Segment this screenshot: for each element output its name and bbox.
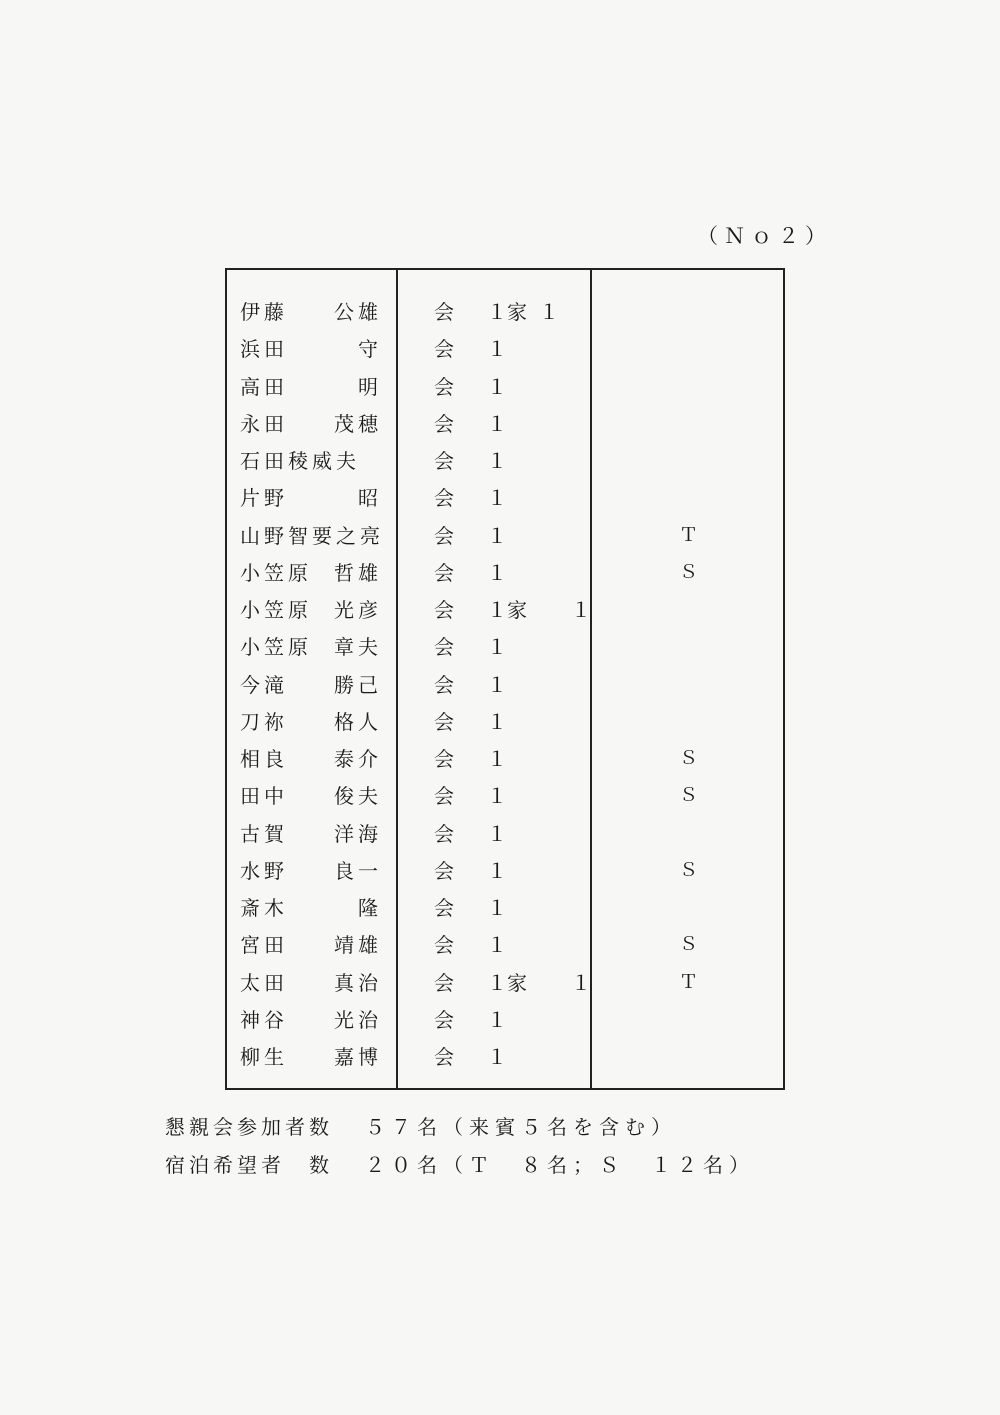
member-kai-mark: 会 xyxy=(434,970,454,995)
member-lodging-flag: Ｔ xyxy=(679,523,699,546)
member-family-count: 家 １ xyxy=(507,598,603,622)
member-kai-count: １ xyxy=(487,411,507,436)
member-row xyxy=(227,1035,783,1072)
member-surname: 浜田 xyxy=(240,337,288,362)
member-kai-count: １ xyxy=(487,709,507,734)
member-given-name: 昭 xyxy=(358,486,382,511)
member-kai-mark: 会 xyxy=(434,821,454,846)
member-kai-count: １ xyxy=(487,858,507,883)
member-given-name: 靖雄 xyxy=(334,933,382,958)
member-row xyxy=(227,998,783,1035)
member-lodging-flag: Ｔ xyxy=(679,970,699,993)
member-kai-mark: 会 xyxy=(434,747,454,771)
member-row xyxy=(227,700,783,737)
member-surname: 宮田 xyxy=(240,933,288,958)
member-given-name: 嘉博 xyxy=(334,1045,382,1069)
member-given-name: 守 xyxy=(358,337,382,362)
member-row xyxy=(227,365,783,402)
member-kai-count: １ xyxy=(487,523,507,548)
member-kai-mark: 会 xyxy=(434,635,454,660)
member-row xyxy=(227,849,783,886)
member-kai-count: １ xyxy=(487,337,507,362)
member-family-count: 家 １ xyxy=(507,970,603,995)
summary xyxy=(165,1108,755,1184)
member-given-name: 光治 xyxy=(334,1007,382,1032)
member-row xyxy=(227,774,783,811)
member-kai-count: １ xyxy=(487,374,507,399)
member-family-count: 家１ xyxy=(507,300,571,324)
member-kai-mark: 会 xyxy=(434,709,454,734)
member-surname: 石田稜威夫 xyxy=(240,449,360,473)
member-row xyxy=(227,290,783,327)
member-kai-mark: 会 xyxy=(434,560,454,585)
member-row xyxy=(227,327,783,364)
member-surname: 神谷 xyxy=(240,1007,288,1032)
member-lodging-flag: Ｓ xyxy=(679,784,699,807)
member-kai-mark: 会 xyxy=(434,449,454,473)
member-surname: 田中 xyxy=(240,784,288,809)
attendance-line xyxy=(165,1108,755,1146)
member-lodging-flag: Ｓ xyxy=(679,933,699,956)
member-lodging-flag: Ｓ xyxy=(679,560,699,583)
member-given-name: 勝己 xyxy=(334,672,382,697)
member-kai-count: １ xyxy=(487,560,507,585)
member-kai-count: １ xyxy=(487,970,507,995)
member-kai-count: １ xyxy=(487,896,507,920)
member-kai-count: １ xyxy=(487,672,507,697)
member-surname: 山野智要之亮 xyxy=(240,523,384,548)
member-row xyxy=(227,551,783,588)
attendance-label: 懇親会参加者数 xyxy=(165,1115,333,1139)
member-kai-mark: 会 xyxy=(434,858,454,883)
lodging-value: ２０名（Ｔ ８名；Ｓ １２名） xyxy=(365,1153,755,1177)
member-surname: 伊藤 xyxy=(240,300,288,324)
member-kai-mark: 会 xyxy=(434,672,454,697)
member-given-name: 格人 xyxy=(334,709,382,734)
member-kai-count: １ xyxy=(487,635,507,660)
member-kai-mark: 会 xyxy=(434,411,454,436)
member-surname: 小笠原 xyxy=(240,598,312,622)
member-kai-mark: 会 xyxy=(434,598,454,622)
member-surname: 太田 xyxy=(240,970,288,995)
page-number: （Ｎｏ２） xyxy=(697,224,832,248)
member-given-name: 公雄 xyxy=(334,300,382,324)
attendance-value: ５７名（来賓５名を含む） xyxy=(365,1115,677,1139)
member-surname: 柳生 xyxy=(240,1045,288,1069)
member-row xyxy=(227,886,783,923)
member-given-name: 泰介 xyxy=(334,747,382,771)
member-given-name: 真治 xyxy=(334,970,382,995)
member-row xyxy=(227,402,783,439)
member-given-name: 哲雄 xyxy=(334,560,382,585)
member-row xyxy=(227,588,783,625)
member-kai-count: １ xyxy=(487,821,507,846)
member-row xyxy=(227,663,783,700)
member-surname: 刀祢 xyxy=(240,709,288,734)
member-kai-count: １ xyxy=(487,1045,507,1069)
member-kai-count: １ xyxy=(487,747,507,771)
member-given-name: 光彦 xyxy=(334,598,382,622)
member-surname: 小笠原 xyxy=(240,560,312,585)
member-given-name: 洋海 xyxy=(334,821,382,846)
member-kai-count: １ xyxy=(487,784,507,809)
member-roster-table xyxy=(225,268,785,1090)
member-row xyxy=(227,961,783,998)
member-surname: 相良 xyxy=(240,747,288,771)
member-kai-mark: 会 xyxy=(434,300,454,324)
member-kai-count: １ xyxy=(487,1007,507,1032)
member-lodging-flag: Ｓ xyxy=(679,858,699,881)
member-kai-mark: 会 xyxy=(434,933,454,958)
member-kai-mark: 会 xyxy=(434,523,454,548)
member-surname: 小笠原 xyxy=(240,635,312,660)
member-surname: 斎木 xyxy=(240,896,288,920)
member-kai-count: １ xyxy=(487,300,507,324)
member-row xyxy=(227,812,783,849)
member-kai-mark: 会 xyxy=(434,337,454,362)
member-row xyxy=(227,439,783,476)
member-kai-count: １ xyxy=(487,449,507,473)
member-row xyxy=(227,514,783,551)
member-surname: 高田 xyxy=(240,374,288,399)
member-given-name: 俊夫 xyxy=(334,784,382,809)
member-rows xyxy=(227,290,783,1072)
member-surname: 片野 xyxy=(240,486,288,511)
member-given-name: 章夫 xyxy=(334,635,382,660)
member-kai-mark: 会 xyxy=(434,784,454,809)
member-surname: 今滝 xyxy=(240,672,288,697)
member-given-name: 明 xyxy=(358,374,382,399)
member-row xyxy=(227,476,783,513)
member-given-name: 隆 xyxy=(358,896,382,920)
member-given-name: 良一 xyxy=(334,858,382,883)
member-row xyxy=(227,737,783,774)
member-lodging-flag: Ｓ xyxy=(679,747,699,769)
member-surname: 古賀 xyxy=(240,821,288,846)
member-kai-mark: 会 xyxy=(434,486,454,511)
member-kai-count: １ xyxy=(487,933,507,958)
member-kai-count: １ xyxy=(487,598,507,622)
member-kai-mark: 会 xyxy=(434,1007,454,1032)
member-row xyxy=(227,625,783,662)
member-kai-mark: 会 xyxy=(434,1045,454,1069)
member-surname: 水野 xyxy=(240,858,288,883)
member-given-name: 茂穂 xyxy=(334,411,382,436)
member-kai-count: １ xyxy=(487,486,507,511)
member-row xyxy=(227,923,783,960)
lodging-label: 宿泊希望者 数 xyxy=(165,1153,333,1177)
member-kai-mark: 会 xyxy=(434,896,454,920)
lodging-line xyxy=(165,1146,755,1184)
member-kai-mark: 会 xyxy=(434,374,454,399)
member-surname: 永田 xyxy=(240,411,288,436)
